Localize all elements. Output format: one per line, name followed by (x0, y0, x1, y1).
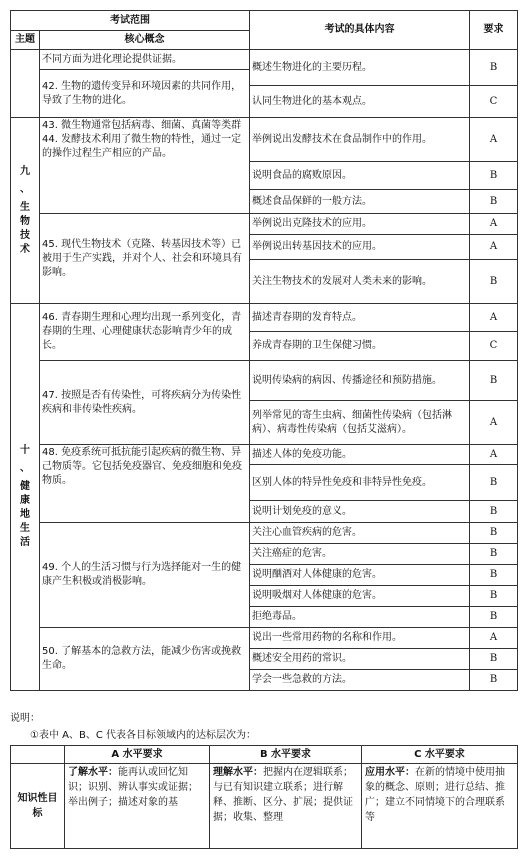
requirement-cell: A (470, 214, 518, 235)
level-b-title: 理解水平： (213, 767, 263, 778)
requirement-cell: C (470, 86, 518, 118)
theme-healthy-living (11, 304, 40, 691)
content-cell: 养成青春期的卫生保健习惯。 (250, 332, 470, 361)
content-cell: 概述安全用药的常识。 (250, 649, 470, 670)
level-a-title: 了解水平： (68, 767, 118, 778)
theme-char: 、 (20, 463, 30, 474)
content-cell: 区别人体的特异性免疫和非特异性免疫。 (250, 465, 470, 501)
requirement-cell: B (470, 670, 518, 691)
levels-table (10, 745, 518, 849)
requirement-cell: B (470, 50, 518, 86)
level-c-desc (362, 764, 518, 849)
header-scope: 考试范围 (11, 11, 250, 31)
content-cell: 描述青春期的发育特点。 (250, 304, 470, 332)
concept-45: 45. 现代生物技术（克隆、转基因技术等）已被用于生产实践，并对个人、社会和环境具有影响。 (40, 214, 250, 304)
requirement-cell: B (470, 162, 518, 190)
header-theme: 主题 (11, 31, 40, 50)
content-cell: 说明传染病的病因、传播途径和预防措施。 (250, 361, 470, 401)
theme-char: 九 (20, 165, 30, 177)
level-c-header: C 水平要求 (362, 746, 518, 764)
content-cell: 学会一些急救的方法。 (250, 670, 470, 691)
content-cell: 拒绝毒品。 (250, 607, 470, 628)
requirement-cell: B (470, 544, 518, 565)
content-cell: 举例说出转基因技术的应用。 (250, 235, 470, 260)
theme-char: 、 (20, 183, 30, 195)
theme-char: 物 (20, 215, 30, 227)
header-content: 考试的具体内容 (250, 11, 470, 50)
concept-43-44: 43. 微生物通常包括病毒、细菌、真菌等类群 44. 发酵技术利用了微生物的特性，通过一定的操作过程生产相应的产品。 (40, 118, 250, 214)
theme-char: 康 (20, 495, 30, 506)
level-b-text: 把握内在逻辑联系；与已有知识建立联系；进行解释、推断、区分、扩展；提供证据；收集、整理 (213, 767, 353, 823)
header-core-concept: 核心概念 (40, 31, 250, 50)
level-c-text: 在新的情境中使用抽象的概念、原则；进行总结、推广；建立不同情境下的合理联系等 (365, 767, 505, 823)
theme-char: 生 (20, 523, 30, 534)
content-cell: 说明食品的腐败原因。 (250, 162, 470, 190)
concept-49: 49. 个人的生活习惯与行为选择能对一生的健康产生积极或消极影响。 (40, 523, 250, 628)
content-cell: 认同生物进化的基本观点。 (250, 86, 470, 118)
content-cell: 概述食品保鲜的一般方法。 (250, 190, 470, 214)
level-a-desc (65, 764, 210, 849)
requirement-cell: B (470, 607, 518, 628)
content-cell: 概述生物进化的主要历程。 (250, 50, 470, 86)
level-c-title: 应用水平： (365, 767, 415, 778)
theme-char: 生 (20, 201, 30, 213)
content-cell: 举例说出克隆技术的应用。 (250, 214, 470, 235)
content-cell: 关注心血管疾病的危害。 (250, 523, 470, 544)
level-a-text: 能再认或回忆知识；识别、辨认事实或证据；举出例子；描述对象的基 (68, 767, 198, 808)
content-cell: 说明计划免疫的意义。 (250, 501, 470, 523)
theme-char: 技 (20, 229, 30, 241)
requirement-cell: B (470, 565, 518, 586)
concept-evolution-42: 42. 生物的遗传变异和环境因素的共同作用，导致了生物的进化。 (40, 70, 250, 118)
level-a-header: A 水平要求 (65, 746, 210, 764)
exam-scope-table (10, 10, 518, 691)
level-b-desc (210, 764, 362, 849)
content-cell: 列举常见的寄生虫病、细菌性传染病（包括淋病）、病毒性传染病（包括艾滋病）。 (250, 401, 470, 445)
content-cell: 说明酗酒对人体健康的危害。 (250, 565, 470, 586)
content-cell: 说明吸烟对人体健康的危害。 (250, 586, 470, 607)
concept-46: 46. 青春期生理和心理均出现一系列变化，青春期的生理、心理健康状态影响青少年的成长。 (40, 304, 250, 361)
concept-50: 50. 了解基本的急救方法，能减少伤害或挽救生命。 (40, 628, 250, 691)
theme-char: 十 (20, 445, 30, 456)
requirement-cell: C (470, 332, 518, 361)
concept-evolution-1: 不同方面为进化理论提供证据。 (40, 50, 250, 70)
theme-char: 活 (20, 537, 30, 548)
levels-corner (11, 746, 65, 764)
knowledge-goal-label: 知识性目标 (11, 764, 65, 849)
note-line-1: ①表中 A、B、C 代表各目标领域内的达标层次为： (30, 730, 257, 741)
requirement-cell: A (470, 235, 518, 260)
requirement-cell: A (470, 445, 518, 465)
requirement-cell: B (470, 260, 518, 304)
level-b-header: B 水平要求 (210, 746, 362, 764)
requirement-cell: B (470, 523, 518, 544)
theme-char: 术 (20, 243, 30, 255)
theme-evolution-cell (11, 50, 40, 118)
note-label: 说明： (10, 713, 40, 724)
requirement-cell: B (470, 501, 518, 523)
requirement-cell: A (470, 628, 518, 649)
requirement-cell: A (470, 118, 518, 162)
requirement-cell: A (470, 304, 518, 332)
requirement-cell: B (470, 649, 518, 670)
header-requirement: 要求 (470, 11, 518, 50)
theme-char: 健 (20, 481, 30, 492)
concept-48: 48. 免疫系统可抵抗能引起疾病的微生物、异己物质等。它包括免疫器官、免疫细胞和免疫物质。 (40, 445, 250, 523)
concept-47: 47. 按照是否有传染性，可将疾病分为传染性疾病和非传染性疾病。 (40, 361, 250, 445)
requirement-cell: B (470, 361, 518, 401)
theme-char: 地 (20, 509, 30, 520)
content-cell: 举例说出发酵技术在食品制作中的作用。 (250, 118, 470, 162)
requirement-cell: B (470, 190, 518, 214)
requirement-cell: B (470, 465, 518, 501)
theme-bio-technology (11, 118, 40, 304)
requirement-cell: A (470, 401, 518, 445)
content-cell: 关注生物技术的发展对人类未来的影响。 (250, 260, 470, 304)
content-cell: 关注癌症的危害。 (250, 544, 470, 565)
content-cell: 描述人体的免疫功能。 (250, 445, 470, 465)
content-cell: 说出一些常用药物的名称和作用。 (250, 628, 470, 649)
requirement-cell: B (470, 586, 518, 607)
